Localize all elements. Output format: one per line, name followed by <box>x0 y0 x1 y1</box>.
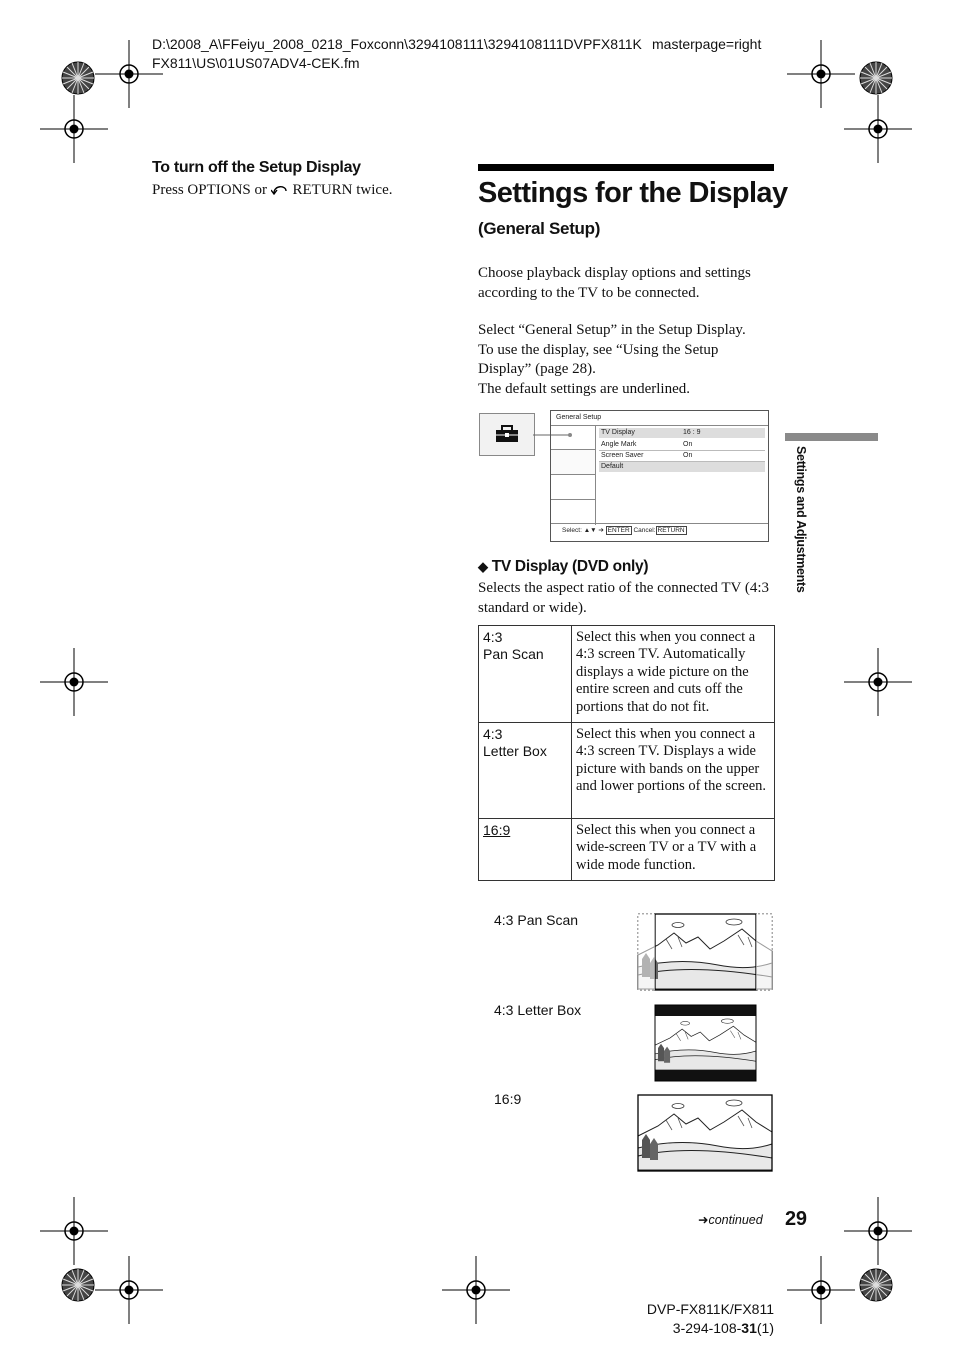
side-tab-bar <box>785 433 878 441</box>
file-path-line1: D:\2008_A\FFeiyu_2008_0218_Foxconn\3294108111\3294108111DVPFX811K <box>152 36 642 52</box>
page-title: Settings for the Display <box>478 177 788 209</box>
turn-off-text-start: Press OPTIONS or <box>152 182 271 198</box>
continued-note <box>698 1212 763 1227</box>
part-number-bold: 31 <box>741 1320 757 1336</box>
continued-arrow-icon: ➜ <box>698 1213 709 1227</box>
instructions-line: To use the display, see “Using the Setup <box>478 341 719 358</box>
diamond-bullet-icon: ◆ <box>478 559 488 574</box>
option-label-ratio-default: 16:9 <box>483 822 511 839</box>
osd-row-value: 16 : 9 <box>683 429 701 436</box>
osd-enter-key: ENTER <box>607 527 630 534</box>
osd-row-label: Screen Saver <box>601 452 644 459</box>
letter-box-illustration <box>655 1005 756 1081</box>
option-label-ratio: 4:3 <box>483 726 503 743</box>
file-path-line2: FX811\US\01US07ADV4-CEK.fm <box>152 55 360 71</box>
osd-cancel-label: Cancel: <box>633 527 656 534</box>
wide-screen-illustration <box>638 1095 772 1171</box>
tv-display-heading-text: TV Display (DVD only) <box>491 558 649 575</box>
page-number: 29 <box>785 1208 807 1230</box>
osd-return-key: RETURN <box>657 527 685 534</box>
model-number: DVP-FX811K/FX811 <box>646 1301 774 1317</box>
model-info <box>632 1300 774 1338</box>
osd-title: General Setup <box>556 414 602 421</box>
intro-text: Choose playback display options and settings according to the TV to be connected. <box>478 265 751 301</box>
option-description: Select this when you connect a wide-screen TV or a TV with a wide mode function. <box>572 819 775 881</box>
osd-row-value: On <box>683 452 693 459</box>
osd-row-label: Angle Mark <box>601 441 637 448</box>
continued-label: continued <box>708 1213 763 1227</box>
osd-select-label: Select: <box>562 527 582 534</box>
illustration-label-letter-box: 4:3 Letter Box <box>494 1002 582 1018</box>
part-number <box>632 1319 774 1338</box>
option-label-mode: Pan Scan <box>483 646 544 662</box>
instructions-line: The default settings are underlined. <box>478 380 691 397</box>
pan-scan-illustration <box>638 914 772 990</box>
masterpage-label: masterpage=right <box>652 36 762 52</box>
osd-arrows-icon: ▲▼ ➔ <box>583 527 604 534</box>
instructions-line: Select “General Setup” in the Setup Display. <box>478 322 746 338</box>
osd-row-value: On <box>683 441 693 448</box>
side-tab-label: Settings and Adjustments <box>794 446 808 593</box>
instructions-line: Display” (page 28). <box>478 361 596 377</box>
illustration-label-pan-scan: 4:3 Pan Scan <box>494 912 579 928</box>
osd-row-label: Default <box>601 463 624 470</box>
part-number-suffix: (1) <box>756 1320 774 1336</box>
part-number-prefix: 3-294-108- <box>672 1320 742 1336</box>
illustration-label-wide: 16:9 <box>494 1091 522 1107</box>
option-label-ratio: 4:3 <box>483 629 503 645</box>
tv-display-description: Selects the aspect ratio of the connected TV (4:3 standard or wide). <box>478 580 770 616</box>
option-description: Select this when you connect a 4:3 screen TV. Automatically displays a wide picture on the entire screen and cuts off the portions that do not fit. <box>572 626 775 723</box>
osd-row-label: TV Display <box>601 429 635 436</box>
option-description: Select this when you connect a 4:3 screen TV. Displays a wide picture with bands on the upper and lower portions of the screen. <box>572 723 775 819</box>
turn-off-text-end: RETURN twice. <box>288 182 393 198</box>
option-label-mode: Letter Box <box>483 743 547 760</box>
turn-off-heading: To turn off the Setup Display <box>152 159 361 176</box>
page-subtitle: (General Setup) <box>478 219 601 238</box>
